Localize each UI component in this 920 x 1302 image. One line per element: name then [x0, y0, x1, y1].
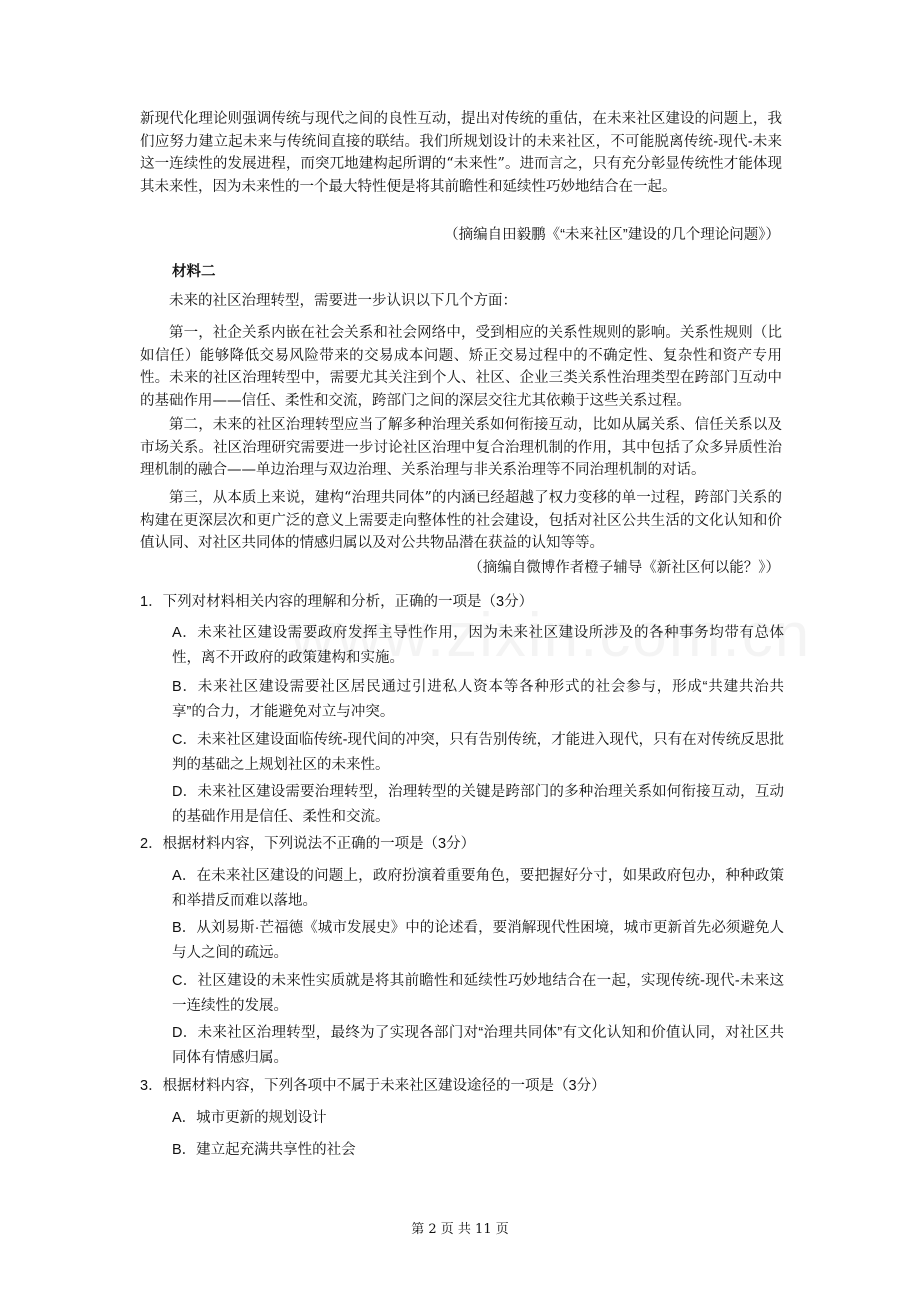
- question-1-option-d: D．未来社区建设需要治理转型，治理转型的关键是跨部门的多种治理关系如何衔接互动，互动的基础作用是信任、柔性和交流。: [172, 784, 784, 825]
- question-2-option-c: C．社区建设的未来性实质就是将其前瞻性和延续性巧妙地结合在一起，实现传统-现代-未来这一连续性的发展。: [172, 973, 784, 1014]
- question-3-option-b: B．建立起充满共享性的社会: [172, 1142, 356, 1158]
- question-2-option-b: B．从刘易斯·芒福德《城市发展史》中的论述看，要消解现代性困境，城市更新首先必须避免人与人之间的疏远。: [172, 920, 784, 961]
- material-one-source: （摘编自田毅鹏《“未来社区”建设的几个理论问题》）: [444, 227, 780, 243]
- material-two-source: （摘编自微博作者橙子辅导《新社区何以能？》）: [468, 560, 780, 576]
- material-two-intro: 未来的社区治理转型，需要进一步认识以下几个方面：: [169, 293, 517, 309]
- question-1-option-c: C．未来社区建设面临传统-现代间的冲突，只有告别传统，才能进入现代，只有在对传统反思批判的基础之上规划社区的未来性。: [172, 732, 784, 773]
- question-2-stem: 2．根据材料内容，下列说法不正确的一项是（3分）: [140, 836, 476, 852]
- material-two-paragraph-1: 第一，社企关系内嵌在社会关系和社会网络中，受到相应的关系性规则的影响。关系性规则（比如信任）能够降低交易风险带来的交易成本问题、矫正交易过程中的不确定性、复杂性和资产专用性。未来的社区治理转型中，需要尤其关注到个人、社区、企业三类关系性治理类型在跨部门互动中的基础作用——信任、柔性和交流，跨部门之间的深层交往尤其依赖于这些关系过程。: [140, 325, 782, 409]
- material-two-paragraph-2: 第二，未来的社区治理转型应当了解多种治理关系如何衔接互动，比如从属关系、信任关系以及市场关系。社区治理研究需要进一步讨论社区治理中复合治理机制的作用，其中包括了众多异质性治理机制的融合——单边治理与双边治理、关系治理与非关系治理等不同治理机制的对话。: [140, 417, 782, 478]
- question-1-option-b: B．未来社区建设需要社区居民通过引进私人资本等各种形式的社会参与，形成“共建共治共享”的合力，才能避免对立与冲突。: [172, 679, 784, 720]
- question-1-stem: 1．下列对材料相关内容的理解和分析，正确的一项是（3分）: [140, 594, 534, 610]
- material-two-heading: 材料二: [172, 264, 216, 280]
- material-two-paragraph-3: 第三，从本质上来说，建构“治理共同体”的内涵已经超越了权力变移的单一过程，跨部门关系的构建在更深层次和更广泛的意义上需要走向整体性的社会建设，包括对社区公共生活的文化认知和价值认同、对社区共同体的情感归属以及对公共物品潜在获益的认知等等。: [140, 490, 782, 551]
- material-one-paragraph: 新现代化理论则强调传统与现代之间的良性互动，提出对传统的重估，在未来社区建设的问题上，我们应努力建立起未来与传统间直接的联结。我们所规划设计的未来社区，不可能脱离传统-现代-未来这一连续性的发展进程，而突兀地建构起所谓的“未来性”。进而言之，只有充分彰显传统性才能体现其未来性，因为未来性的一个最大特性便是将其前瞻性和延续性巧妙地结合在一起。: [140, 111, 782, 195]
- question-3-option-a: A．城市更新的规划设计: [172, 1110, 327, 1126]
- question-1-option-a: A．未来社区建设需要政府发挥主导性作用，因为未来社区建设所涉及的各种事务均带有总体性，离不开政府的政策建构和实施。: [172, 625, 784, 666]
- question-2-option-d: D．未来社区治理转型，最终为了实现各部门对“治理共同体”有文化认知和价值认同，对社区共同体有情感归属。: [172, 1025, 784, 1066]
- question-3-stem: 3．根据材料内容，下列各项中不属于未来社区建设途径的一项是（3分）: [140, 1078, 606, 1094]
- question-2-option-a: A．在未来社区建设的问题上，政府扮演着重要角色，要把握好分寸，如果政府包办，种种政策和举措反而难以落地。: [172, 868, 784, 909]
- page-footer: 第 2 页 共 11 页: [411, 1222, 509, 1237]
